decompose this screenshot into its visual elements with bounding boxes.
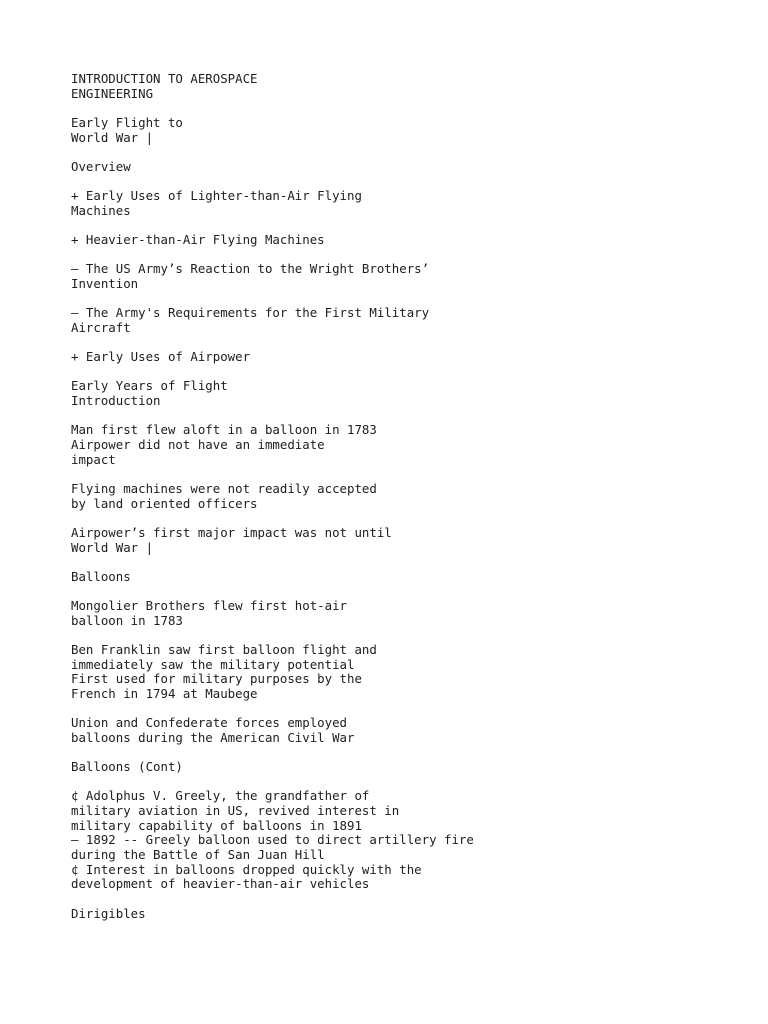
text-line: Invention [71, 275, 139, 291]
text-line: — The US Army’s Reaction to the Wright Brothers’ [71, 261, 430, 277]
text-line: impact [71, 451, 116, 467]
text-line: Balloons [71, 568, 131, 584]
blank-line [71, 101, 731, 116]
text-line: by land oriented officers [71, 495, 258, 511]
text-line: ¢ Adolphus V. Greely, the grandfather of [71, 788, 370, 804]
text-line: INTRODUCTION TO AEROSPACE [71, 71, 258, 86]
text-line: Dirigibles [71, 905, 146, 921]
blank-line [71, 584, 731, 599]
text-line: — The Army's Requirements for the First Military [71, 305, 430, 321]
blank-line [71, 174, 731, 189]
text-line: during the Battle of San Juan Hill [71, 846, 325, 862]
blank-line [71, 248, 731, 263]
blank-line [71, 409, 731, 424]
text-line: Machines [71, 202, 131, 218]
blank-line [71, 145, 731, 160]
text-line: First used for military purposes by the [71, 671, 362, 687]
text-line: Airpower’s first major impact was not until [71, 524, 392, 540]
blank-line [71, 365, 731, 380]
text-line: Early Flight to [71, 114, 183, 130]
text-line: — 1892 -- Greely balloon used to direct artillery fire [71, 832, 474, 848]
text-line: development of heavier-than-air vehicles [71, 876, 370, 892]
text-line: balloon in 1783 [71, 612, 183, 628]
blank-line [71, 336, 731, 351]
text-line: Early Years of Flight [71, 378, 228, 394]
text-line: Union and Confederate forces employed [71, 715, 348, 731]
text-line: Balloons (Cont) [71, 759, 183, 775]
text-line: Overview [71, 158, 131, 174]
text-line: military capability of balloons in 1891 [71, 817, 362, 833]
blank-line [71, 745, 731, 760]
blank-line [71, 292, 731, 307]
text-line: + Early Uses of Airpower [71, 349, 251, 365]
blank-line [71, 467, 731, 482]
blank-line [71, 218, 731, 233]
text-line: Airpower did not have an immediate [71, 437, 325, 453]
text-line: + Early Uses of Lighter-than-Air Flying [71, 188, 362, 204]
text-line: World War | [71, 539, 154, 555]
text-line: ¢ Interest in balloons dropped quickly with the [71, 861, 422, 877]
blank-line [71, 628, 731, 643]
text-line: Mongolier Brothers flew first hot-air [71, 598, 348, 614]
blank-line [71, 511, 731, 526]
text-line: + Heavier-than-Air Flying Machines [71, 232, 325, 248]
text-line: Aircraft [71, 319, 131, 335]
text-line: French in 1794 at Maubege [71, 685, 258, 701]
blank-line [71, 892, 731, 907]
text-line: military aviation in US, revived interest in [71, 803, 400, 819]
text-line: Man first flew aloft in a balloon in 1783 [71, 422, 377, 438]
text-line: Ben Franklin saw first balloon flight and [71, 641, 377, 657]
blank-line [71, 775, 731, 790]
text-line: balloons during the American Civil War [71, 729, 355, 745]
text-line: ENGINEERING [71, 85, 154, 101]
text-line: Introduction [71, 393, 161, 409]
blank-line [71, 555, 731, 570]
document-page [71, 72, 731, 921]
text-line: World War | [71, 129, 154, 145]
blank-line [71, 702, 731, 717]
text-line: immediately saw the military potential [71, 656, 355, 672]
text-line: Flying machines were not readily accepted [71, 480, 377, 496]
